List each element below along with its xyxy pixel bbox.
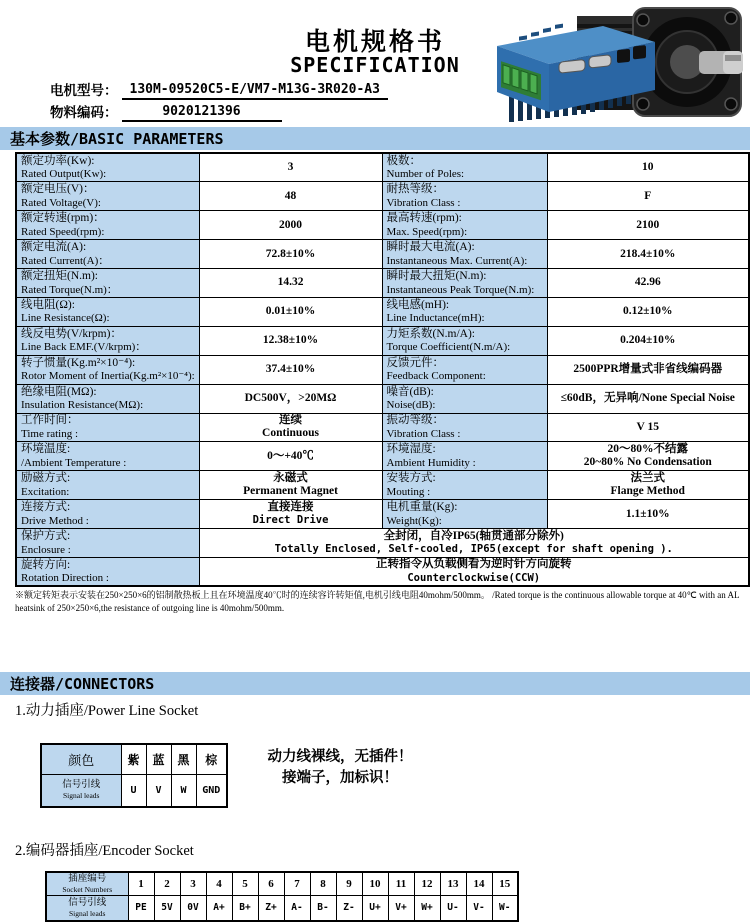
param-value-cell: 3 — [199, 153, 382, 182]
param-value-cell: 全封闭，自冷IP65(轴贯通部分除外) Totally Enclosed, Self-cooled, IP65(except for shaft opening ). — [199, 529, 749, 558]
material-code-row — [50, 101, 282, 122]
power-signal-cell: W — [171, 774, 196, 807]
encoder-signal-cell: A- — [284, 895, 310, 921]
param-label-cell: 极数： Number of Poles: — [382, 153, 547, 182]
encoder-number-header-cell: 插座编号 Socket Numbers — [46, 872, 128, 895]
encoder-signal-cell: Z- — [336, 895, 362, 921]
param-value-cell: 0.12±10% — [547, 297, 749, 326]
basic-parameters-table — [15, 152, 750, 587]
param-label-cell: 瞬时最大电流(A): Instantaneous Max. Current(A): — [382, 240, 547, 269]
param-value-cell: V 15 — [547, 413, 749, 442]
encoder-number-cell: 1 — [128, 872, 154, 895]
power-color-cell: 黑 — [171, 744, 196, 774]
param-label-cell: 电机重量(Kg): Weight(Kg): — [382, 500, 547, 529]
motor-model-row — [50, 79, 388, 100]
power-note-line-2: 接端子，加标识！ — [282, 770, 398, 786]
param-value-cell: 永磁式 Permanent Magnet — [199, 471, 382, 500]
param-label-cell: 耐热等级： Vibration Class : — [382, 182, 547, 211]
param-value-cell: 42.96 — [547, 269, 749, 298]
param-value-cell: 72.8±10% — [199, 240, 382, 269]
param-value-cell: 20～80%不结露 20~80% No Condensation — [547, 442, 749, 471]
encoder-number-cell: 5 — [232, 872, 258, 895]
motor-model-label: 电机型号： — [50, 83, 118, 98]
param-value-cell: 2000 — [199, 211, 382, 240]
param-value-cell: 0.01±10% — [199, 297, 382, 326]
encoder-signal-cell: B+ — [232, 895, 258, 921]
encoder-signal-cell: W- — [492, 895, 518, 921]
material-code-value: 9020121396 — [122, 104, 282, 122]
encoder-signal-cell: U- — [440, 895, 466, 921]
param-label-cell: 额定扭矩(N.m): Rated Torque(N.m)： — [16, 269, 199, 298]
power-note-line-1: 动力线裸线，无插件！ — [267, 749, 413, 765]
param-label-cell: 保护方式: Enclosure : — [16, 529, 199, 558]
encoder-number-cell: 3 — [180, 872, 206, 895]
param-label-cell: 噪音(dB): Noise(dB): — [382, 384, 547, 413]
param-label-cell: 额定电压(V)： Rated Voltage(V): — [16, 182, 199, 211]
power-color-cell: 棕 — [196, 744, 227, 774]
param-label-cell: 旋转方向: Rotation Direction : — [16, 557, 199, 586]
param-value-cell: 10 — [547, 153, 749, 182]
param-value-cell: 14.32 — [199, 269, 382, 298]
encoder-number-cell: 12 — [414, 872, 440, 895]
param-label-cell: 最高转速(rpm): Max. Speed(rpm): — [382, 211, 547, 240]
encoder-number-cell: 7 — [284, 872, 310, 895]
param-value-cell: 2100 — [547, 211, 749, 240]
param-label-cell: 工作时间： Time rating : — [16, 413, 199, 442]
power-socket-title: 1.动力插座/Power Line Socket — [15, 703, 199, 719]
power-color-header-cell: 颜色 — [41, 744, 121, 774]
encoder-number-cell: 15 — [492, 872, 518, 895]
encoder-number-cell: 11 — [388, 872, 414, 895]
param-label-cell: 线反电势(V/krpm)： Line Back EMF.(V/krpm)： — [16, 326, 199, 355]
encoder-number-cell: 2 — [154, 872, 180, 895]
motor-model-value: 130M-09520C5-E/VM7-M13G-3R020-A3 — [122, 82, 388, 100]
param-label-cell: 安装方式: Mouting : — [382, 471, 547, 500]
param-label-cell: 绝缘电阻(MΩ): Insulation Resistance(MΩ): — [16, 384, 199, 413]
param-value-cell: 正转指令从负载侧看为逆时针方向旋转 Counterclockwise(CCW) — [199, 557, 749, 586]
encoder-number-cell: 9 — [336, 872, 362, 895]
param-value-cell: ≤60dB，无异响/None Special Noise — [547, 384, 749, 413]
encoder-signal-cell: Z+ — [258, 895, 284, 921]
encoder-signal-cell: A+ — [206, 895, 232, 921]
encoder-signal-cell: PE — [128, 895, 154, 921]
param-label-cell: 反馈元件： Feedback Component: — [382, 355, 547, 384]
param-value-cell: 37.4±10% — [199, 355, 382, 384]
param-label-cell: 环境温度: /Ambient Temperature : — [16, 442, 199, 471]
param-label-cell: 线电感(mH): Line Inductance(mH): — [382, 297, 547, 326]
power-signal-cell: V — [146, 774, 171, 807]
param-value-cell: 直接连接 Direct Drive — [199, 500, 382, 529]
encoder-socket-table — [45, 871, 519, 922]
param-label-cell: 振动等级： Vibration Class : — [382, 413, 547, 442]
param-value-cell: 0.204±10% — [547, 326, 749, 355]
encoder-signal-cell: B- — [310, 895, 336, 921]
param-value-cell: 1.1±10% — [547, 500, 749, 529]
encoder-signal-cell: 5V — [154, 895, 180, 921]
param-value-cell: 2500PPR增量式非省线编码器 — [547, 355, 749, 384]
param-label-cell: 力矩系数(N.m/A): Torque Coefficient(N.m/A): — [382, 326, 547, 355]
encoder-signal-cell: 0V — [180, 895, 206, 921]
param-value-cell: 48 — [199, 182, 382, 211]
power-signal-cell: U — [121, 774, 146, 807]
encoder-number-cell: 14 — [466, 872, 492, 895]
encoder-signal-cell: U+ — [362, 895, 388, 921]
section-header-basic-parameters: 基本参数/BASIC PARAMETERS — [0, 127, 750, 150]
param-label-cell: 线电阻(Ω): Line Resistance(Ω): — [16, 297, 199, 326]
power-color-cell: 蓝 — [146, 744, 171, 774]
encoder-number-cell: 8 — [310, 872, 336, 895]
power-socket-note — [250, 747, 430, 789]
param-value-cell: 12.38±10% — [199, 326, 382, 355]
rated-torque-footnote: ※额定转矩表示安装在250×250×6的铝制散热板上且在环境温度40℃时的连续容许转矩值,电机引线电阻40mohm/500mm。 /Rated torque is the continuous allowable torque at 40℃ with an AL heatsink of 250×250×6,the resistance of outgoing line is 40mohm/500mm. — [15, 590, 740, 613]
param-value-cell: F — [547, 182, 749, 211]
encoder-socket-title: 2.编码器插座/Encoder Socket — [15, 843, 194, 859]
param-label-cell: 额定电流(A): Rated Current(A)： — [16, 240, 199, 269]
param-value-cell: 连续 Continuous — [199, 413, 382, 442]
power-color-cell: 紫 — [121, 744, 146, 774]
power-signal-header-cell: 信号引线 Signal leads — [41, 774, 121, 807]
encoder-signal-cell: V+ — [388, 895, 414, 921]
encoder-number-cell: 13 — [440, 872, 466, 895]
encoder-number-cell: 4 — [206, 872, 232, 895]
param-label-cell: 连接方式: Drive Method : — [16, 500, 199, 529]
param-label-cell: 环境湿度: Ambient Humidity : — [382, 442, 547, 471]
param-value-cell: 法兰式 Flange Method — [547, 471, 749, 500]
power-socket-table — [40, 743, 228, 808]
power-signal-cell: GND — [196, 774, 227, 807]
param-label-cell: 转子惯量(Kg.m²×10⁻⁴): Rotor Moment of Inertia(Kg.m²×10⁻⁴): — [16, 355, 199, 384]
param-value-cell: DC500V，>20MΩ — [199, 384, 382, 413]
document-title-zh: 电机规格书 — [304, 28, 445, 56]
param-label-cell: 瞬时最大扭矩(N.m): Instantaneous Peak Torque(N.m): — [382, 269, 547, 298]
material-code-label: 物料编码： — [50, 105, 118, 120]
encoder-signal-header-cell: 信号引线 Signal leads — [46, 895, 128, 921]
encoder-signal-cell: W+ — [414, 895, 440, 921]
encoder-number-cell: 10 — [362, 872, 388, 895]
section-header-connectors: 连接器/CONNECTORS — [0, 672, 750, 695]
param-label-cell: 励磁方式: Excitation: — [16, 471, 199, 500]
document-title-en: SPECIFICATION — [290, 53, 460, 77]
encoder-number-cell: 6 — [258, 872, 284, 895]
encoder-signal-cell: V- — [466, 895, 492, 921]
param-label-cell: 额定功率(Kw): Rated Output(Kw): — [16, 153, 199, 182]
param-label-cell: 额定转速(rpm)： Rated Speed(rpm): — [16, 211, 199, 240]
param-value-cell: 0～+40℃ — [199, 442, 382, 471]
param-value-cell: 218.4±10% — [547, 240, 749, 269]
